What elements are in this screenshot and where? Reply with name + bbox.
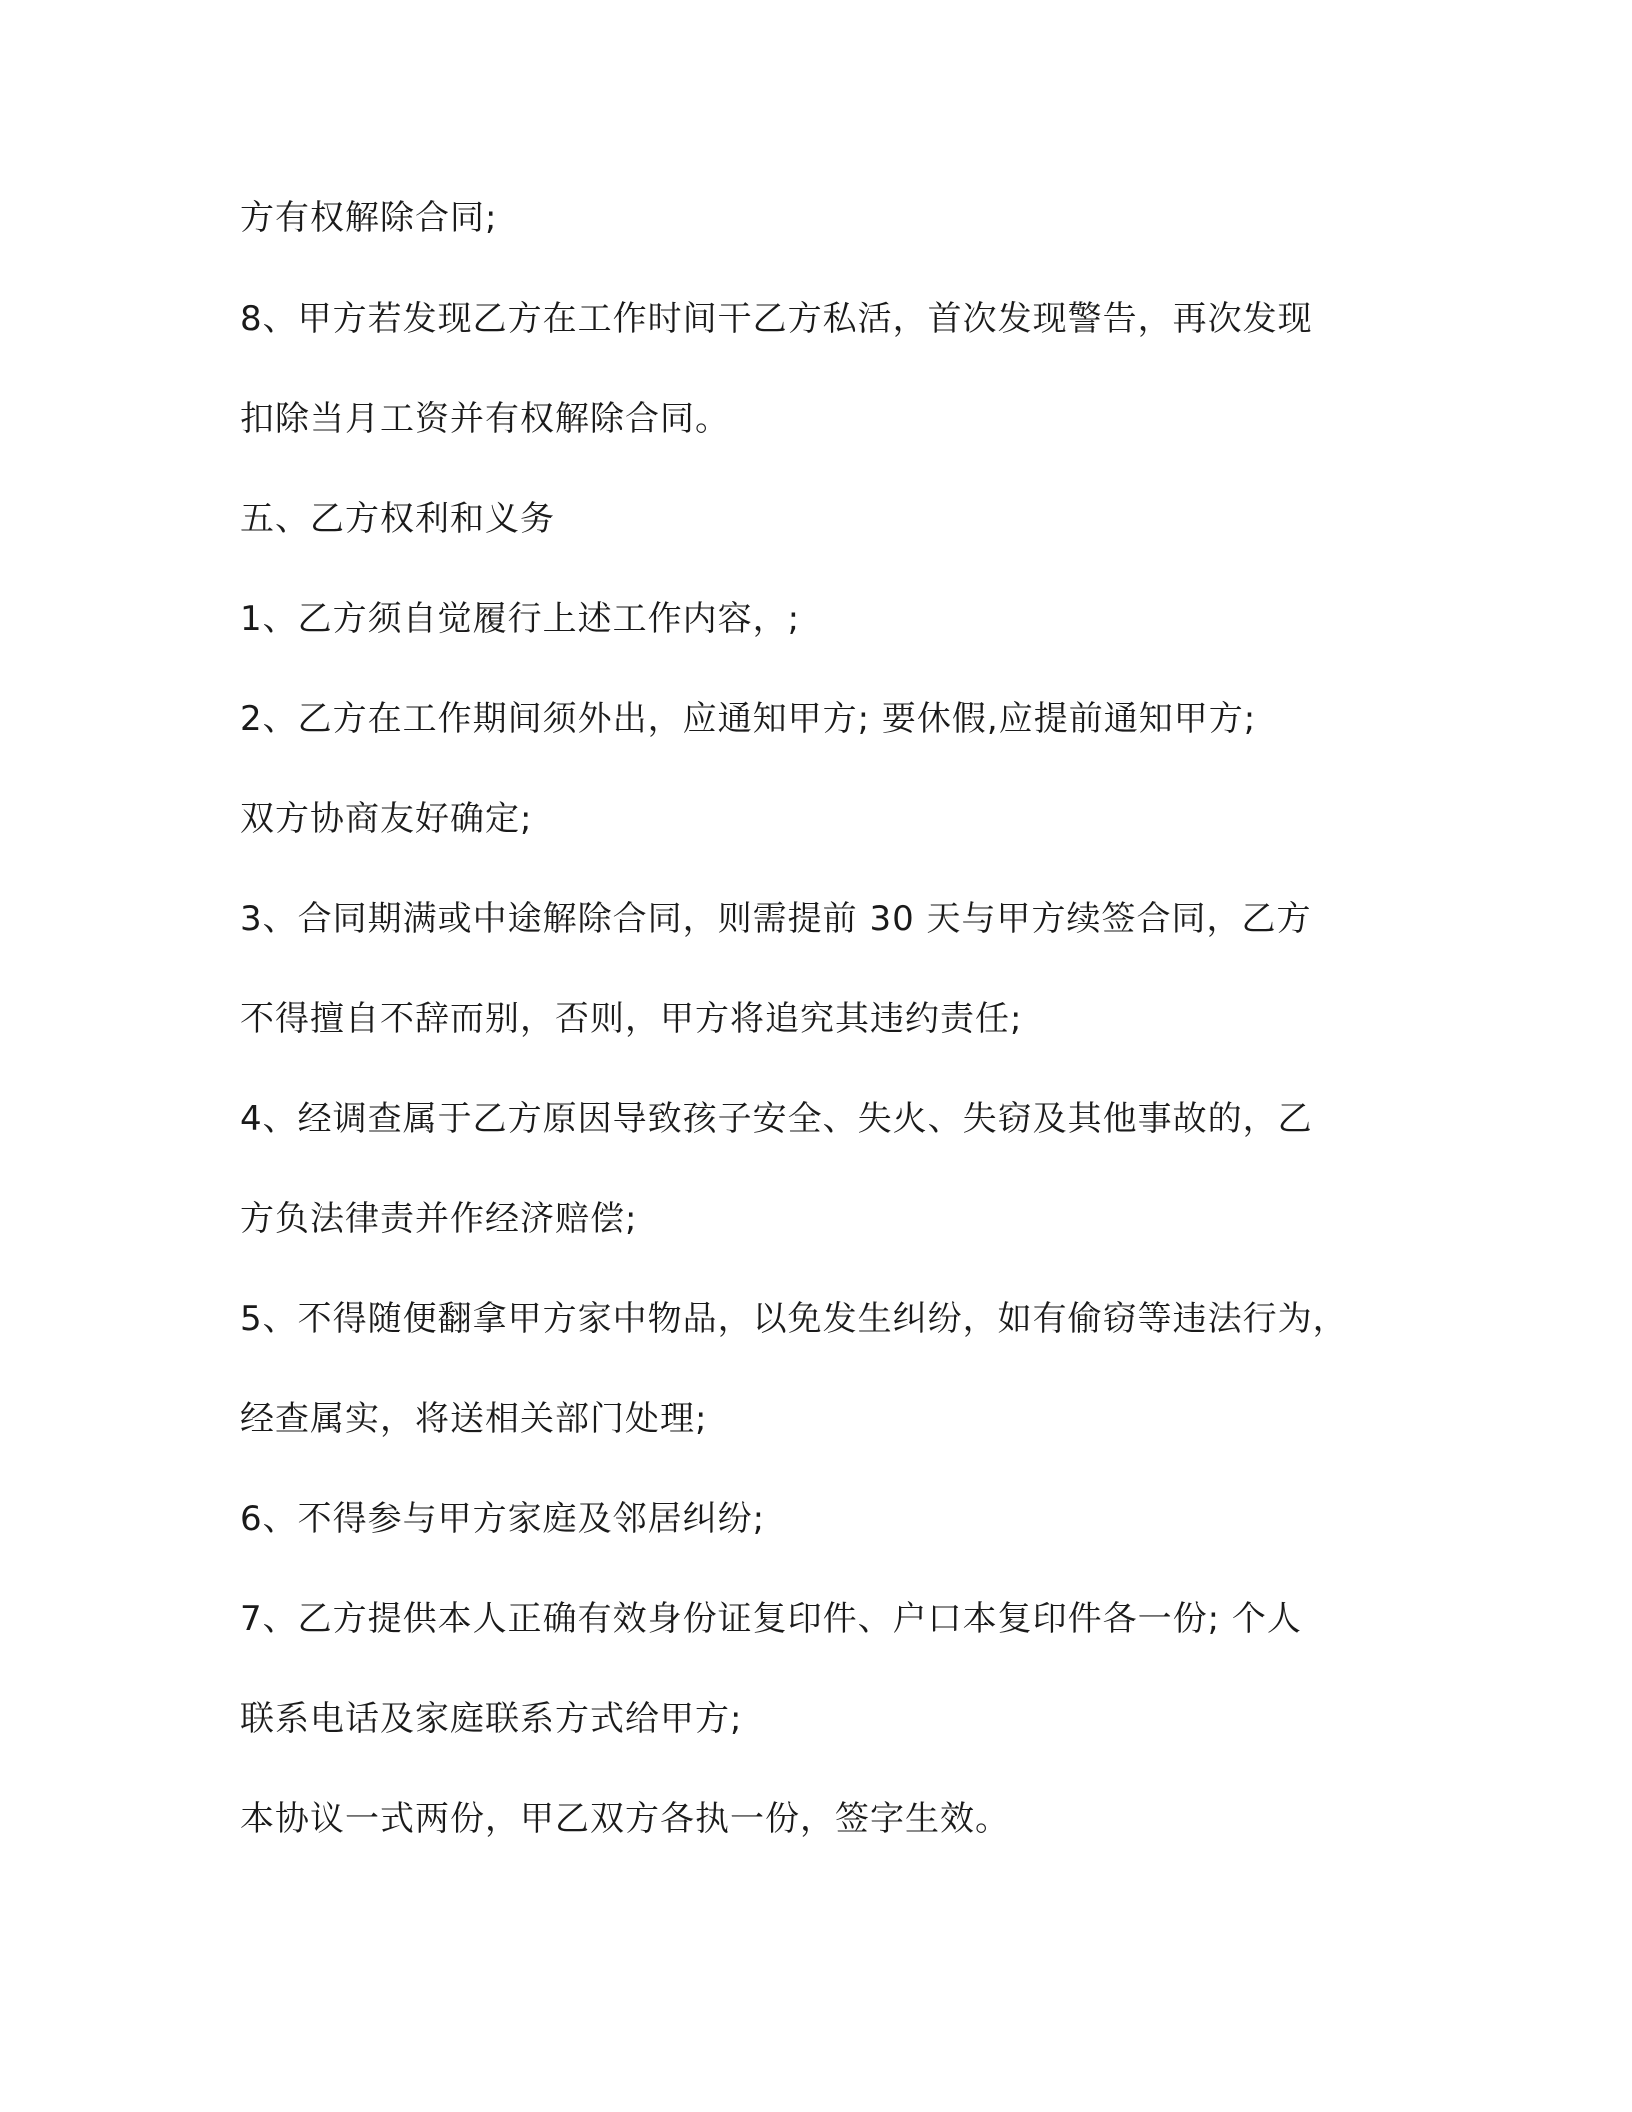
- text-line-10: 4、经调查属于乙方原因导致孩子安全、失火、失窃及其他事故的，乙: [240, 1099, 1313, 1139]
- text-line-9: 不得擅自不辞而别，否则，甲方将追究其违约责任;: [240, 999, 1023, 1039]
- text-line-1: 方有权解除合同;: [240, 198, 498, 238]
- text-line-14: 6、不得参与甲方家庭及邻居纠纷;: [240, 1499, 766, 1539]
- text-line-11: 方负法律责并作经济赔偿;: [240, 1199, 638, 1239]
- text-line-2: 8、甲方若发现乙方在工作时间干乙方私活，首次发现警告，再次发现: [240, 299, 1313, 339]
- text-line-8: 3、合同期满或中途解除合同，则需提前 30 天与甲方续签合同，乙方: [240, 899, 1312, 939]
- text-line-12: 5、不得随便翻拿甲方家中物品，以免发生纠纷，如有偷窃等违法行为，: [240, 1299, 1348, 1339]
- text-line-6: 2、乙方在工作期间须外出，应通知甲方; 要休假,应提前通知甲方;: [240, 699, 1257, 739]
- text-line-15: 7、乙方提供本人正确有效身份证复印件、户口本复印件各一份; 个人: [240, 1599, 1302, 1639]
- text-line-5: 1、乙方须自觉履行上述工作内容，;: [240, 599, 801, 639]
- text-line-3: 扣除当月工资并有权解除合同。: [240, 399, 730, 439]
- text-line-13: 经查属实，将送相关部门处理;: [240, 1399, 708, 1439]
- text-line-17: 本协议一式两份，甲乙双方各执一份，签字生效。: [240, 1799, 1010, 1839]
- section-heading: 五、乙方权利和义务: [240, 499, 555, 539]
- text-line-16: 联系电话及家庭联系方式给甲方;: [240, 1699, 743, 1739]
- text-line-7: 双方协商友好确定;: [240, 799, 533, 839]
